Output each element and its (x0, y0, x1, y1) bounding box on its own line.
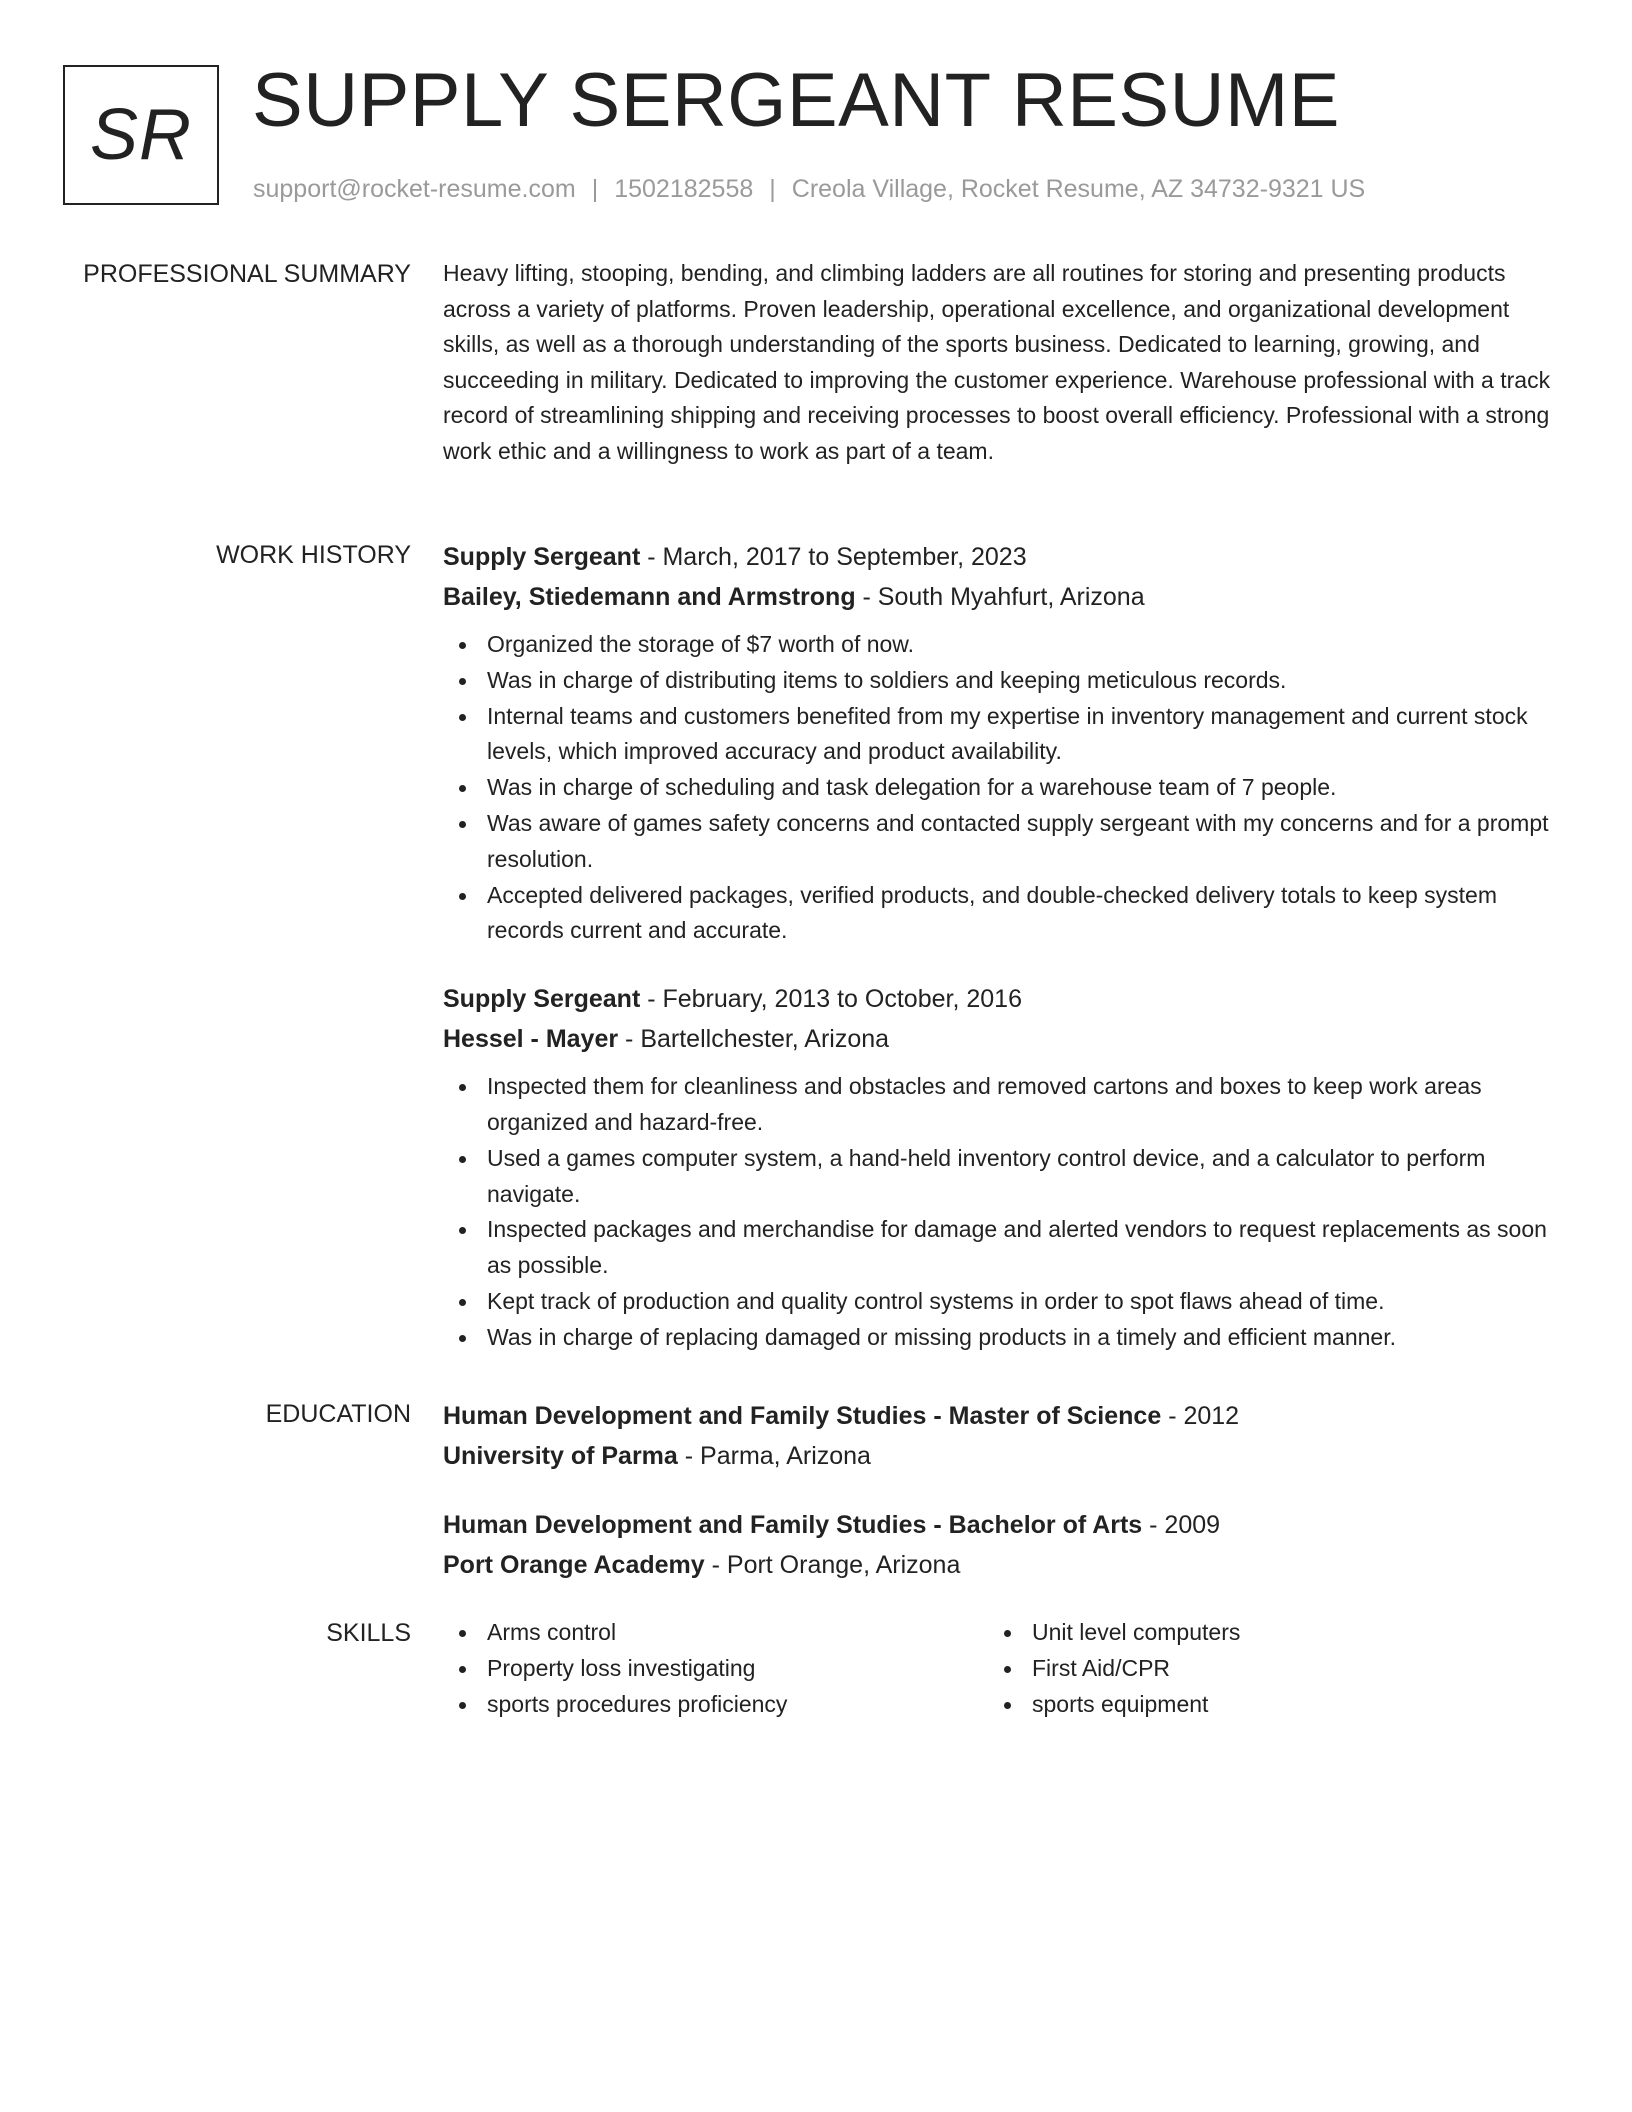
job-title: Supply Sergeant (443, 543, 641, 571)
job-bullet: Accepted delivered packages, verified products, and double-checked delivery totals to keep system records current and accurate. (487, 878, 1553, 950)
skills-column-left (443, 1615, 988, 1722)
school-line (443, 1436, 1553, 1476)
contact-email[interactable]: support@rocket-resume.com (253, 175, 576, 203)
job-bullet: Was in charge of distributing items to soldiers and keeping meticulous records. (487, 663, 1553, 699)
job-title-line (443, 979, 1553, 1019)
degree-year: - 2009 (1142, 1511, 1221, 1539)
summary-text: Heavy lifting, stooping, bending, and climbing ladders are all routines for storing and presenting products across a variety of platforms. Proven leadership, operational excellence, and organizational development skills, as well as a thorough understanding of the sports business. Dedicated to learning, growing, and succeeding in military. Dedicated to improving the customer experience. Warehouse professional with a track record of streamlining shipping and receiving processes to boost overall efficiency. Professional with a strong work ethic and a willingness to work as part of a team. (443, 260, 1551, 464)
job-location: - Bartellchester, Arizona (618, 1025, 890, 1054)
skill-item: Arms control (487, 1615, 988, 1651)
job-entry (443, 979, 1553, 1355)
education-heading: EDUCATION (265, 1400, 411, 1428)
job-bullet: Inspected them for cleanliness and obstacles and removed cartons and boxes to keep work areas organized and hazard-free. (487, 1069, 1553, 1141)
education-entry (443, 1505, 1553, 1585)
skill-item: Unit level computers (1032, 1615, 1533, 1651)
job-bullet: Used a games computer system, a hand-held inventory control device, and a calculator to perform navigate. (487, 1141, 1553, 1213)
school-location: - Parma, Arizona (677, 1442, 871, 1470)
degree-line (443, 1505, 1553, 1545)
contact-address: Creola Village, Rocket Resume, AZ 34732-9321 US (791, 175, 1366, 203)
job-bullet: Was aware of games safety concerns and contacted supply sergeant with my concerns and for a prompt resolution. (487, 806, 1553, 878)
job-bullet: Organized the storage of $7 worth of now. (487, 627, 1553, 663)
job-title: Supply Sergeant (443, 985, 641, 1014)
skills-heading: SKILLS (326, 1619, 411, 1647)
skill-item: sports equipment (1032, 1687, 1533, 1723)
contact-line (253, 174, 1365, 204)
job-company-line (443, 1019, 1553, 1059)
school: Port Orange Academy (443, 1551, 705, 1579)
job-company-line (443, 577, 1553, 617)
contact-separator: | (591, 175, 599, 203)
job-bullet: Kept track of production and quality control systems in order to spot flaws ahead of time. (487, 1284, 1553, 1320)
skills-list (988, 1615, 1533, 1722)
job-bullet: Was in charge of scheduling and task delegation for a warehouse team of 7 people. (487, 770, 1553, 806)
job-dates: - March, 2017 to September, 2023 (640, 543, 1027, 571)
monogram-box (63, 65, 219, 205)
resume-title: SUPPLY SERGEANT RESUME (252, 58, 1340, 143)
job-location: - South Myahfurt, Arizona (855, 583, 1145, 611)
skills-grid (443, 1615, 1553, 1722)
education-entry (443, 1396, 1553, 1476)
skills-list (443, 1615, 988, 1722)
monogram-initials: SR (89, 95, 193, 175)
skill-item: Property loss investigating (487, 1651, 988, 1687)
skill-item: First Aid/CPR (1032, 1651, 1533, 1687)
school-line (443, 1545, 1553, 1585)
job-company: Hessel - Mayer (443, 1025, 619, 1054)
job-bullet: Was in charge of replacing damaged or missing products in a timely and efficient manner. (487, 1320, 1553, 1356)
job-title-line (443, 537, 1553, 577)
job-entry (443, 537, 1553, 949)
degree: Human Development and Family Studies - Bachelor of Arts (443, 1511, 1143, 1539)
contact-phone[interactable]: 1502182558 (614, 175, 754, 203)
skill-item: sports procedures proficiency (487, 1687, 988, 1723)
degree: Human Development and Family Studies - Master of Science (443, 1402, 1162, 1430)
school: University of Parma (443, 1442, 678, 1470)
job-bullets (443, 1069, 1553, 1355)
degree-line (443, 1396, 1553, 1436)
job-bullet: Internal teams and customers benefited from my expertise in inventory management and current stock levels, which improved accuracy and product availability. (487, 699, 1553, 771)
school-location: - Port Orange, Arizona (704, 1551, 961, 1579)
job-bullets (443, 627, 1553, 949)
degree-year: - 2012 (1161, 1402, 1240, 1430)
contact-separator: | (769, 175, 776, 203)
job-company: Bailey, Stiedemann and Armstrong (443, 583, 856, 611)
job-dates: - February, 2013 to October, 2016 (640, 985, 1022, 1014)
skills-column-right (988, 1615, 1533, 1722)
summary-heading: PROFESSIONAL SUMMARY (83, 260, 411, 288)
job-bullet: Inspected packages and merchandise for damage and alerted vendors to request replacements as soon as possible. (487, 1212, 1553, 1284)
work-history-heading: WORK HISTORY (216, 541, 411, 569)
